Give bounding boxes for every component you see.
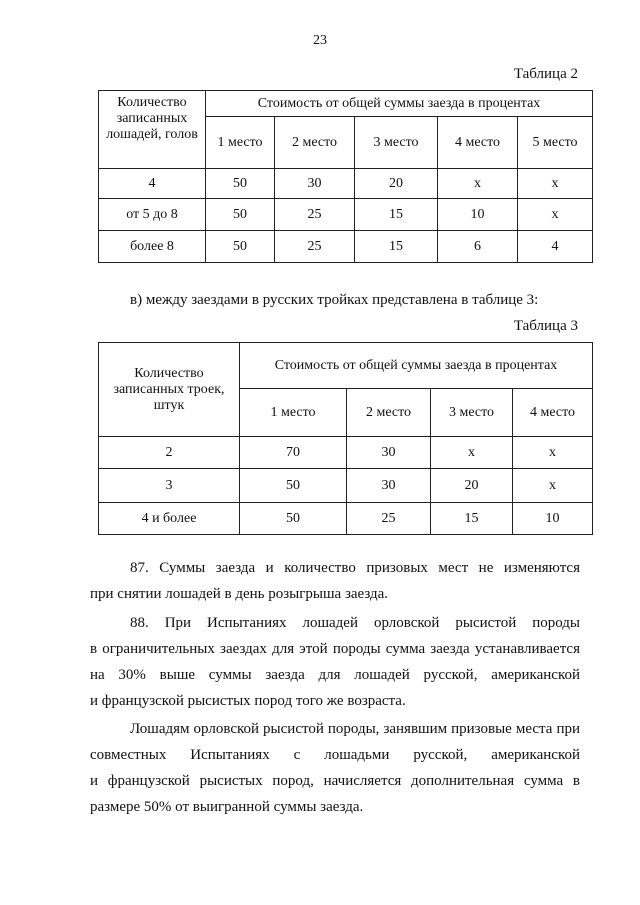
cell: 6: [438, 231, 518, 263]
cell: 50: [206, 199, 275, 231]
cell: 50: [206, 231, 275, 263]
table-3-place-header: 2 место: [347, 389, 431, 437]
table-2-place-header: 1 место: [206, 117, 275, 169]
cell: 50: [240, 503, 347, 535]
table-2-place-header: 4 место: [438, 117, 518, 169]
cell: х: [518, 199, 593, 231]
paragraph-bonus-line-1: Лошадям орловской рысистой породы, занявшим призовые места при: [130, 721, 580, 737]
cell: 10: [438, 199, 518, 231]
page-number: 23: [313, 33, 327, 48]
paragraph-88-line-3: на 30% выше суммы заезда для лошадей русской, американской: [90, 667, 580, 683]
cell: 4: [518, 231, 593, 263]
cell: х: [513, 469, 593, 503]
paragraph-bonus-line-2: совместных Испытаниях с лошадьми русской, американской: [90, 747, 580, 763]
row-label: от 5 до 8: [99, 199, 206, 231]
paragraph-88-line-2: в ограничительных заездах для этой породы сумма заезда устанавливается: [90, 641, 580, 657]
table-2-place-header: 3 место: [355, 117, 438, 169]
paragraph-87-line-1: 87. Суммы заезда и количество призовых мест не изменяются: [130, 560, 580, 576]
table-3: [98, 342, 593, 535]
table-3-place-header: 1 место: [240, 389, 347, 437]
cell: 25: [275, 231, 355, 263]
table-row: [99, 231, 593, 263]
row-label: 4: [99, 169, 206, 199]
cell: 15: [355, 199, 438, 231]
table-3-place-header: 3 место: [431, 389, 513, 437]
cell: 20: [355, 169, 438, 199]
table-3-header-group: Стоимость от общей суммы заезда в процентах: [240, 343, 593, 389]
row-label: более 8: [99, 231, 206, 263]
cell: х: [518, 169, 593, 199]
table-row: [99, 199, 593, 231]
paragraph-bonus-line-3: и французской рысистых пород, начисляется дополнительная сумма в: [90, 773, 580, 789]
cell: 10: [513, 503, 593, 535]
row-label: 2: [99, 437, 240, 469]
table-2-header-group: Стоимость от общей суммы заезда в процентах: [206, 91, 593, 117]
cell: 50: [240, 469, 347, 503]
paragraph-88-line-1: 88. При Испытаниях лошадей орловской рысистой породы: [130, 615, 580, 631]
cell: х: [438, 169, 518, 199]
table-2: [98, 90, 593, 263]
table-2-caption: Таблица 2: [513, 66, 578, 82]
table-2-place-header: 5 место: [518, 117, 593, 169]
row-label: 4 и более: [99, 503, 240, 535]
table-row: [99, 437, 593, 469]
cell: 25: [347, 503, 431, 535]
table-row: [99, 169, 593, 199]
table-3-intro: в) между заездами в русских тройках представлена в таблице 3:: [130, 292, 539, 308]
table-row: [99, 469, 593, 503]
cell: 30: [275, 169, 355, 199]
paragraph-88-line-4: и французской рысистых пород того же возраста.: [90, 693, 406, 709]
table-3-place-header: 4 место: [513, 389, 593, 437]
table-row: [99, 503, 593, 535]
cell: 70: [240, 437, 347, 469]
cell: 30: [347, 469, 431, 503]
cell: 50: [206, 169, 275, 199]
cell: 15: [355, 231, 438, 263]
cell: 20: [431, 469, 513, 503]
table-3-caption: Таблица 3: [513, 318, 578, 334]
table-2-header-count: Количество записанных лошадей, голов: [99, 91, 206, 169]
cell: 15: [431, 503, 513, 535]
cell: х: [513, 437, 593, 469]
table-2-place-header: 2 место: [275, 117, 355, 169]
cell: 30: [347, 437, 431, 469]
table-3-header-count: Количество записанных троек, штук: [99, 343, 240, 437]
row-label: 3: [99, 469, 240, 503]
cell: 25: [275, 199, 355, 231]
paragraph-bonus-line-4: размере 50% от выигранной суммы заезда.: [90, 799, 364, 815]
paragraph-87-line-2: при снятии лошадей в день розыгрыша заезда.: [90, 586, 389, 602]
cell: х: [431, 437, 513, 469]
